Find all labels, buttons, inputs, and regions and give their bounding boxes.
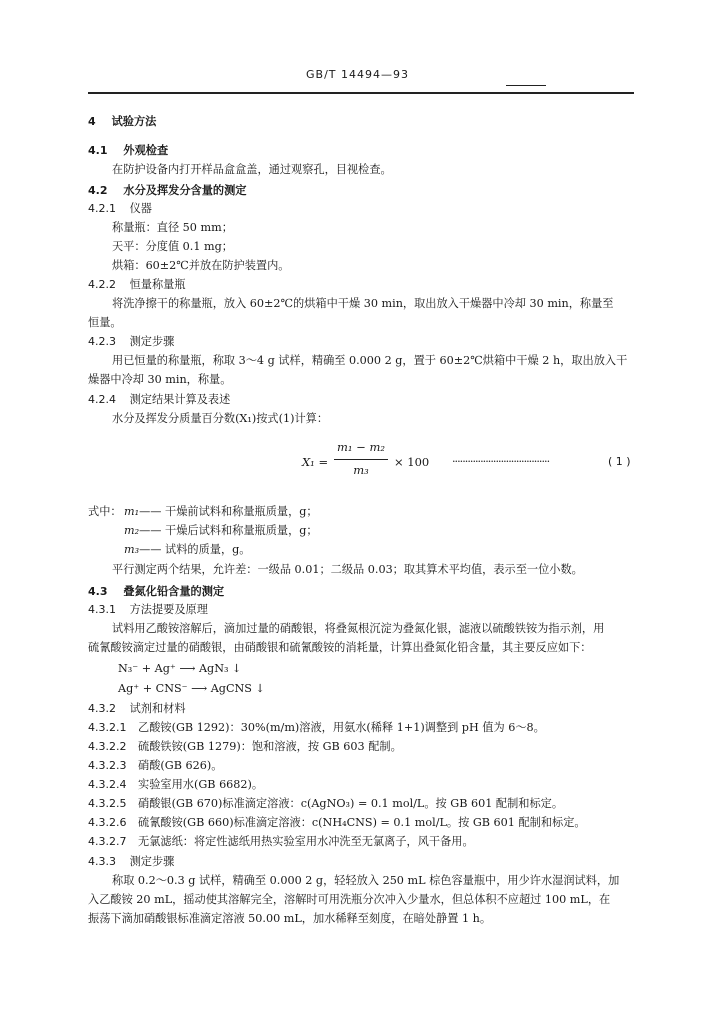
paragraph-line: 恒量。 [88, 316, 122, 329]
header-rule [88, 92, 634, 94]
header-rule-short [506, 85, 546, 86]
reaction-equation: N₃⁻ + Ag⁺ ⟶ AgN₃ ↓ [118, 662, 242, 675]
paragraph-line: 称取 0.2～0.3 g 试样，精确至 0.000 2 g，轻轻放入 250 mL 棕色容量瓶中，用少许水湿润试料，加 [112, 874, 620, 887]
fraction-bar [334, 459, 388, 460]
section-4-2-heading [88, 183, 246, 198]
formula-numerator: m₁ − m₂ [337, 440, 385, 454]
paragraph-line: 用已恒量的称量瓶，称取 3～4 g 试样，精确至 0.000 2 g，置于 60±2℃烘箱中干燥 2 h，取出放入干 [112, 354, 628, 367]
section-title: 测定步骤 [129, 335, 175, 348]
section-4-2-2-heading [88, 278, 186, 292]
reagent-text: 乙酸铵(GB 1292)：30%(m/m)溶液，用氨水(稀释 1+1)调整到 pH 值为 6～8。 [138, 721, 545, 734]
section-title: 测定步骤 [129, 855, 175, 868]
where-description: —— 干燥后试料和称量瓶质量，g； [139, 524, 318, 537]
section-4-heading [88, 114, 156, 129]
reagent-text: 无氯滤纸：将定性滤纸用热实验室用水冲洗至无氯离子，风干备用。 [138, 835, 474, 848]
reagent-number: 4.3.2.3 [88, 759, 127, 772]
reagent-number: 4.3.2.1 [88, 721, 127, 734]
section-title: 方法提要及原理 [129, 603, 208, 616]
tolerance-note: 平行测定两个结果，允许差：一级品 0.01；二级品 0.03；取其算术平均值，表示至一位小数。 [112, 563, 583, 576]
paragraph-line: 振荡下滴加硝酸银标准滴定溶液 50.00 mL，加水稀释至刻度，在暗处静置 1 h。 [88, 912, 492, 925]
section-number: 4.3 [88, 585, 108, 598]
reagent-item [88, 778, 263, 792]
section-4-3-3-heading [88, 855, 174, 869]
instrument-item: 称量瓶：直径 50 mm； [112, 221, 233, 234]
section-number: 4.3.1 [88, 603, 116, 616]
formula-tag: ( 1 ) [608, 455, 631, 468]
where-item [124, 543, 251, 557]
paragraph-line: 燥器中冷却 30 min，称量。 [88, 373, 232, 386]
section-4-3-1-heading [88, 603, 208, 617]
reagent-item [88, 759, 222, 773]
paragraph-line: 入乙酸铵 20 mL，摇动使其溶解完全，溶解时可用洗瓶分次冲入少量水，但总体积不应超过 100 mL，在 [88, 893, 611, 906]
reagent-item [88, 835, 474, 849]
section-4-1-body: 在防护设备内打开样品盒盒盖，通过观察孔，目视检查。 [112, 163, 392, 176]
paragraph-line: 将洗净擦干的称量瓶，放入 60±2℃的烘箱中干燥 30 min，取出放入干燥器中冷却 30 min，称量至 [112, 297, 614, 310]
where-item [124, 524, 318, 538]
reagent-text: 硝酸(GB 626)。 [138, 759, 223, 772]
section-number: 4.3.3 [88, 855, 116, 868]
section-number: 4.2.2 [88, 278, 116, 291]
instrument-item: 天平：分度值 0.1 mg； [112, 240, 233, 253]
section-number: 4.2.4 [88, 393, 116, 406]
formula-leader-dots: ······································ [452, 455, 550, 468]
section-title: 外观检查 [123, 143, 169, 157]
reagent-text: 硫酸铁铵(GB 1279)：饱和溶液，按 GB 603 配制。 [138, 740, 402, 753]
reagent-item [88, 797, 563, 811]
section-number: 4.1 [88, 144, 108, 157]
section-4-2-1-heading [88, 202, 152, 216]
reagent-item [88, 740, 402, 754]
section-4-2-4-heading [88, 393, 230, 407]
reagent-number: 4.3.2.2 [88, 740, 127, 753]
section-number: 4.2.3 [88, 335, 116, 348]
section-number: 4.2 [88, 184, 108, 197]
where-description: —— 干燥前试料和称量瓶质量，g； [139, 505, 318, 518]
reagent-number: 4.3.2.4 [88, 778, 127, 791]
section-4-1-heading [88, 143, 168, 158]
where-item [124, 505, 318, 519]
section-title: 叠氮化铅含量的测定 [123, 584, 225, 598]
section-number: 4.3.2 [88, 702, 116, 715]
section-title: 试验方法 [111, 114, 157, 128]
section-title: 水分及挥发分含量的测定 [123, 183, 247, 197]
section-4-3-heading [88, 584, 224, 599]
where-symbol: m₁ [124, 505, 140, 518]
section-number: 4.2.1 [88, 202, 116, 215]
reagent-item [88, 721, 545, 735]
where-label: 式中： [88, 505, 122, 518]
reagent-text: 实验室用水(GB 6682)。 [138, 778, 264, 791]
reagent-number: 4.3.2.5 [88, 797, 127, 810]
section-4-3-2-heading [88, 702, 186, 716]
formula-factor: × 100 [394, 455, 430, 469]
section-title: 测定结果计算及表述 [129, 393, 231, 406]
formula-denominator: m₃ [353, 463, 369, 477]
formula-lhs: X₁ = [302, 455, 329, 469]
reagent-item [88, 816, 586, 830]
paragraph-line: 试料用乙酸铵溶解后，滴加过量的硝酸银，将叠氮根沉淀为叠氮化银，滤液以硫酸铁铵为指示剂，用 [112, 622, 605, 635]
reagent-number: 4.3.2.6 [88, 816, 127, 829]
reagent-text: 硝酸银(GB 670)标准滴定溶液：c(AgNO₃) = 0.1 mol/L。按 GB 601 配制和标定。 [138, 797, 564, 810]
reagent-text: 硫氰酸铵(GB 660)标准滴定溶液：c(NH₄CNS) = 0.1 mol/L。按 GB 601 配制和标定。 [138, 816, 586, 829]
section-title: 恒量称量瓶 [129, 278, 186, 291]
section-4-2-3-heading [88, 335, 174, 349]
where-description: —— 试料的质量，g。 [139, 543, 251, 556]
standard-number: GB/T 14494—93 [306, 68, 409, 81]
section-title: 仪器 [129, 202, 152, 215]
formula-intro: 水分及挥发分质量百分数(X₁)按式(1)计算： [112, 412, 329, 425]
section-number: 4 [88, 115, 96, 128]
section-title: 试剂和材料 [129, 702, 186, 715]
where-symbol: m₃ [124, 543, 140, 556]
reagent-number: 4.3.2.7 [88, 835, 127, 848]
paragraph-line: 硫氰酸铵滴定过量的硝酸银，由硝酸银和硫氰酸铵的消耗量，计算出叠氮化铅含量，其主要反应如下： [88, 641, 592, 654]
reaction-equation: Ag⁺ + CNS⁻ ⟶ AgCNS ↓ [118, 682, 265, 695]
where-symbol: m₂ [124, 524, 140, 537]
instrument-item: 烘箱：60±2℃并放在防护装置内。 [112, 259, 290, 272]
